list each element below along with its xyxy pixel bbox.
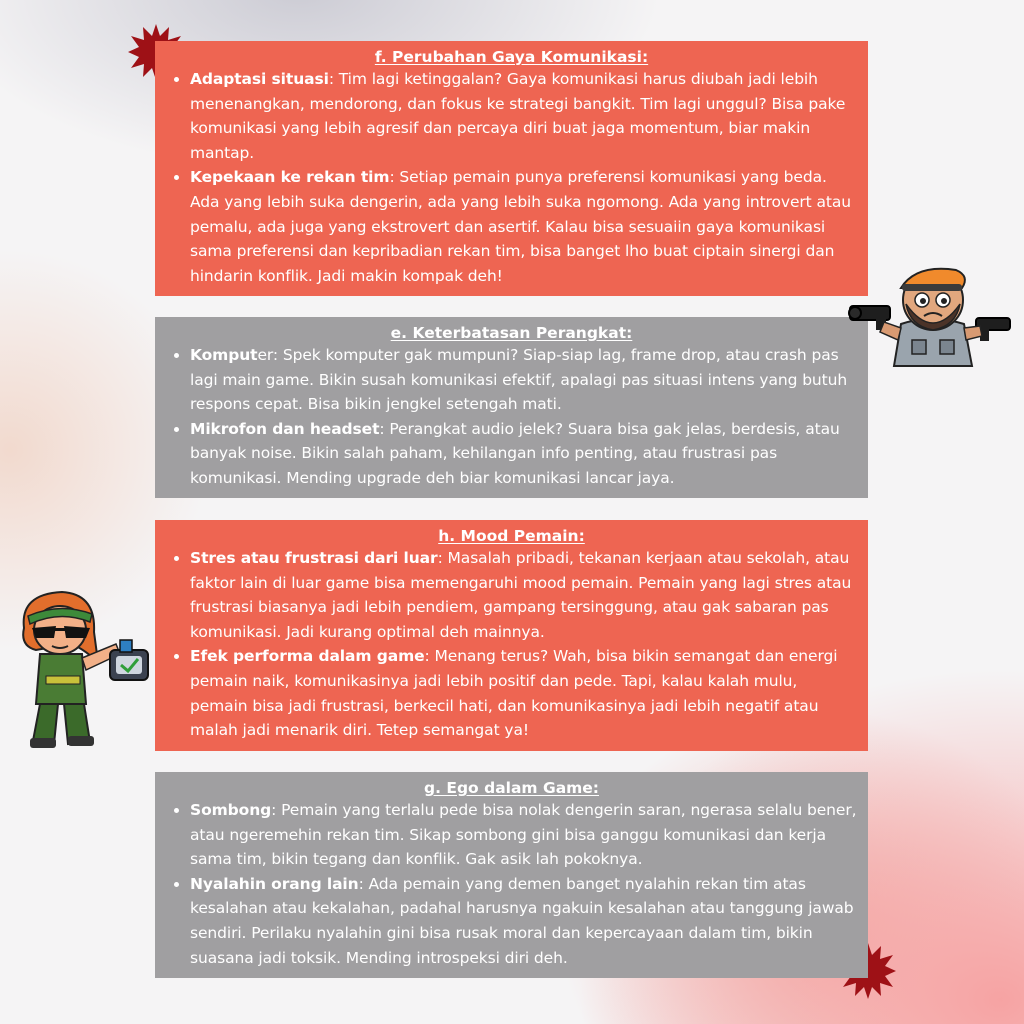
list-item: [190, 417, 858, 491]
item-term: Komput: [190, 346, 258, 364]
bullet-list: [165, 67, 858, 288]
bullet-list: [165, 546, 858, 743]
list-item: [190, 546, 858, 644]
item-term: Stres atau frustrasi dari luar: [190, 549, 438, 567]
item-text: : Setiap pemain punya preferensi komunikasi yang beda. Ada yang lebih suka dengerin, ada yang lebih suka ngomong. Ada yang introvert atau pemalu, ada juga yang ekstrovert dan asertif. Kalau bisa sesuaiin gaya komunikasi sama preferensi dan kepribadian rekan tim, bisa banget lho buat ciptain sinergi dan hindarin konflik. Jadi makin kompak deh!: [190, 168, 851, 285]
item-term: Mikrofon dan headset: [190, 419, 380, 438]
section-title: h. Mood Pemain:: [438, 527, 585, 545]
item-text: : Pemain yang terlalu pede bisa nolak dengerin saran, ngerasa selalu bener, atau ngeremehin rekan tim. Sikap sombong gini bisa ganggu komunikasi dan kerja sama tim, bikin tegang dan konflik. Gak asik lah pokoknya.: [190, 801, 857, 869]
section-title: e. Keterbatasan Perangkat:: [390, 324, 633, 342]
list-item: [190, 798, 858, 872]
item-text: : Perangkat audio jelek? Suara bisa gak jelas, berdesis, atau banyak noise. Bikin salah paham, kehilangan info penting, atau frustrasi pas komunikasi. Mending upgrade deh biar komunikasi lancar jaya.: [190, 419, 840, 487]
section-card-e: [155, 317, 868, 498]
soldier-character-icon: [846, 262, 1014, 372]
list-item: [190, 165, 858, 288]
item-text: : Menang terus? Wah, bisa bikin semangat dan energi pemain naik, komunikasinya jadi lebih positif dan pede. Tapi, kalau kalah mulu, pemain bisa jadi frustrasi, berkecil hati, dan komunikasinya jadi lebih negatif atau malah jadi menarik diri. Tetep semangat ya!: [190, 647, 838, 740]
list-item: [190, 872, 858, 970]
section-card-g: [155, 772, 868, 978]
bullet-list: [165, 343, 858, 491]
list-item: [190, 343, 858, 417]
item-text: : Masalah pribadi, tekanan kerjaan atau sekolah, atau faktor lain di luar game bisa memengaruhi mood pemain. Pemain yang lagi stres atau frustrasi biasanya jadi lebih pendiem, gampang tersinggung, atau gak sabaran pas komunikasi. Jadi kurang optimal deh mainnya.: [190, 549, 852, 641]
list-item: [190, 67, 858, 165]
list-item: [190, 644, 858, 742]
sunglasses-character-icon: [10, 588, 158, 750]
item-term: Efek performa dalam game: [190, 647, 425, 666]
item-text: er: Spek komputer gak mumpuni? Siap-siap lag, frame drop, atau crash pas lagi main game. Bikin susah komunikasi efektif, apalagi pas situasi intens yang butuh respons cepat. Bisa bikin jengkel setengah mati.: [190, 346, 848, 414]
bullet-list: [165, 798, 858, 970]
item-term: Adaptasi situasi: [190, 70, 329, 88]
item-text: : Ada pemain yang demen banget nyalahin rekan tim atas kesalahan atau kekalahan, padahal harusnya ngakuin kesalahan atau tanggung jawab sendiri. Perilaku nyalahin gini bisa rusak moral dan kepercayaan dalam tim, bikin suasana jadi toksik. Mending introspeksi diri deh.: [190, 874, 854, 967]
item-text: : Tim lagi ketinggalan? Gaya komunikasi harus diubah jadi lebih menenangkan, mendorong, dan fokus ke strategi bangkit. Tim lagi unggul? Bisa pake komunikasi yang lebih agresif dan percaya diri buat jaga momentum, biar makin mantap.: [190, 70, 846, 162]
section-title: g. Ego dalam Game:: [423, 779, 600, 797]
section-title: f. Perubahan Gaya Komunikasi:: [374, 48, 649, 66]
section-card-f: [155, 41, 868, 296]
item-term: Sombong: [190, 801, 272, 819]
section-card-h: [155, 520, 868, 751]
item-term: Kepekaan ke rekan tim: [190, 168, 390, 187]
item-term: Nyalahin orang lain: [190, 874, 359, 893]
